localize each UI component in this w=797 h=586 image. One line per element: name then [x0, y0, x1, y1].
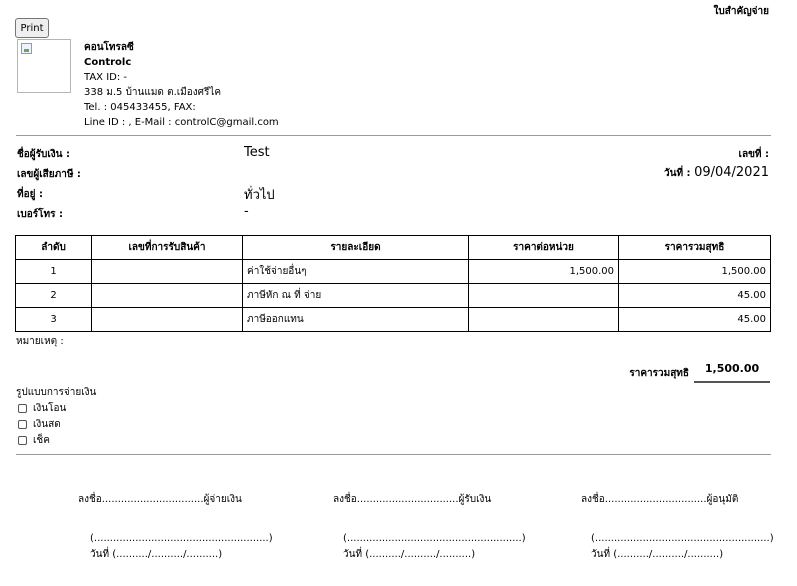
net-total-value: 1,500.00: [694, 362, 770, 383]
date-value: 09/04/2021: [694, 165, 769, 180]
company-address: 338 ม.5 บ้านแมด ต.เมืองศรีไค: [84, 87, 222, 98]
footer-divider: [16, 454, 771, 455]
payee-label: ชื่อผู้รับเงิน :: [17, 149, 70, 160]
address-value: ทั่วไป: [244, 188, 275, 203]
payer-signature-line: ลงชื่อ................................ผู้จ่ายเงิน: [78, 494, 242, 505]
cell-net-total: 1,500.00: [619, 260, 771, 284]
payer-date-line: วันที่ (........../........../..........): [90, 549, 223, 560]
payee-signature-line: ลงชื่อ................................ผู้รับเงิน: [333, 494, 492, 505]
cell-receipt-no: [92, 308, 243, 332]
header-divider: [16, 135, 771, 136]
company-name-en: Controlc: [84, 57, 132, 68]
cell-index: 2: [16, 284, 92, 308]
taxpayer-id-label: เลขผู้เสียภาษี :: [17, 169, 81, 180]
table-row: [16, 284, 771, 308]
company-name-th: คอนโทรลซี: [84, 42, 134, 53]
document-title: ใบสำคัญจ่าย: [713, 6, 769, 17]
payee-value: Test: [244, 145, 270, 160]
cell-index: 1: [16, 260, 92, 284]
col-header-net-total: ราคารวมสุทธิ: [619, 236, 771, 260]
approver-date-line: วันที่ (........../........../..........): [591, 549, 724, 560]
document-date: [664, 165, 769, 181]
note-label: หมายเหตุ :: [16, 336, 64, 347]
company-logo: [17, 39, 71, 93]
col-header-description: รายละเอียด: [243, 236, 469, 260]
payment-method-title: รูปแบบการจ่ายเงิน: [16, 387, 97, 398]
print-button[interactable]: Print: [15, 18, 49, 38]
payment-option-label: เงินโอน: [33, 403, 67, 414]
payer-name-line: (.......................................................): [90, 533, 273, 544]
cell-receipt-no: [92, 260, 243, 284]
table-row: [16, 308, 771, 332]
table-row: [16, 260, 771, 284]
cell-net-total: 45.00: [619, 284, 771, 308]
items-table: [15, 235, 771, 332]
company-phone: Tel. : 045433455, FAX:: [84, 102, 196, 113]
cell-description: ภาษีออกแทน: [243, 308, 469, 332]
payment-option-transfer[interactable]: [18, 401, 66, 416]
payee-name-line: (.......................................................): [343, 533, 526, 544]
payment-option-cheque[interactable]: [18, 433, 50, 448]
broken-image-icon: [21, 43, 32, 54]
cash-checkbox[interactable]: [18, 420, 27, 429]
address-label: ที่อยู่ :: [17, 189, 43, 200]
cell-unit-price: 1,500.00: [469, 260, 619, 284]
transfer-checkbox[interactable]: [18, 404, 27, 413]
col-header-index: ลำดับ: [16, 236, 92, 260]
approver-signature-line: ลงชื่อ................................ผู้อนุมัติ: [581, 494, 739, 505]
cheque-checkbox[interactable]: [18, 436, 27, 445]
payment-option-label: เช็ค: [33, 435, 50, 446]
cell-description: ภาษีหัก ณ ที่ จ่าย: [243, 284, 469, 308]
cell-receipt-no: [92, 284, 243, 308]
net-total-label: ราคารวมสุทธิ: [629, 368, 689, 379]
approver-name-line: (.......................................................): [591, 533, 774, 544]
col-header-receipt-no: เลขที่การรับสินค้า: [92, 236, 243, 260]
col-header-unit-price: ราคาต่อหน่วย: [469, 236, 619, 260]
company-contact: Line ID : , E-Mail : controlC@gmail.com: [84, 117, 279, 128]
payee-date-line: วันที่ (........../........../..........): [343, 549, 476, 560]
company-info: [84, 40, 279, 130]
phone-value: -: [244, 204, 249, 219]
cell-description: ค่าใช้จ่ายอื่นๆ: [243, 260, 469, 284]
payment-option-cash[interactable]: [18, 417, 61, 432]
company-tax-id: TAX ID: -: [84, 72, 128, 83]
cell-net-total: 45.00: [619, 308, 771, 332]
payment-option-label: เงินสด: [33, 419, 61, 430]
phone-label: เบอร์โทร :: [17, 209, 63, 220]
date-label: วันที่ :: [664, 168, 691, 179]
cell-unit-price: [469, 284, 619, 308]
cell-unit-price: [469, 308, 619, 332]
table-header-row: [16, 236, 771, 260]
cell-index: 3: [16, 308, 92, 332]
document-number-label: เลขที่ :: [738, 149, 769, 160]
